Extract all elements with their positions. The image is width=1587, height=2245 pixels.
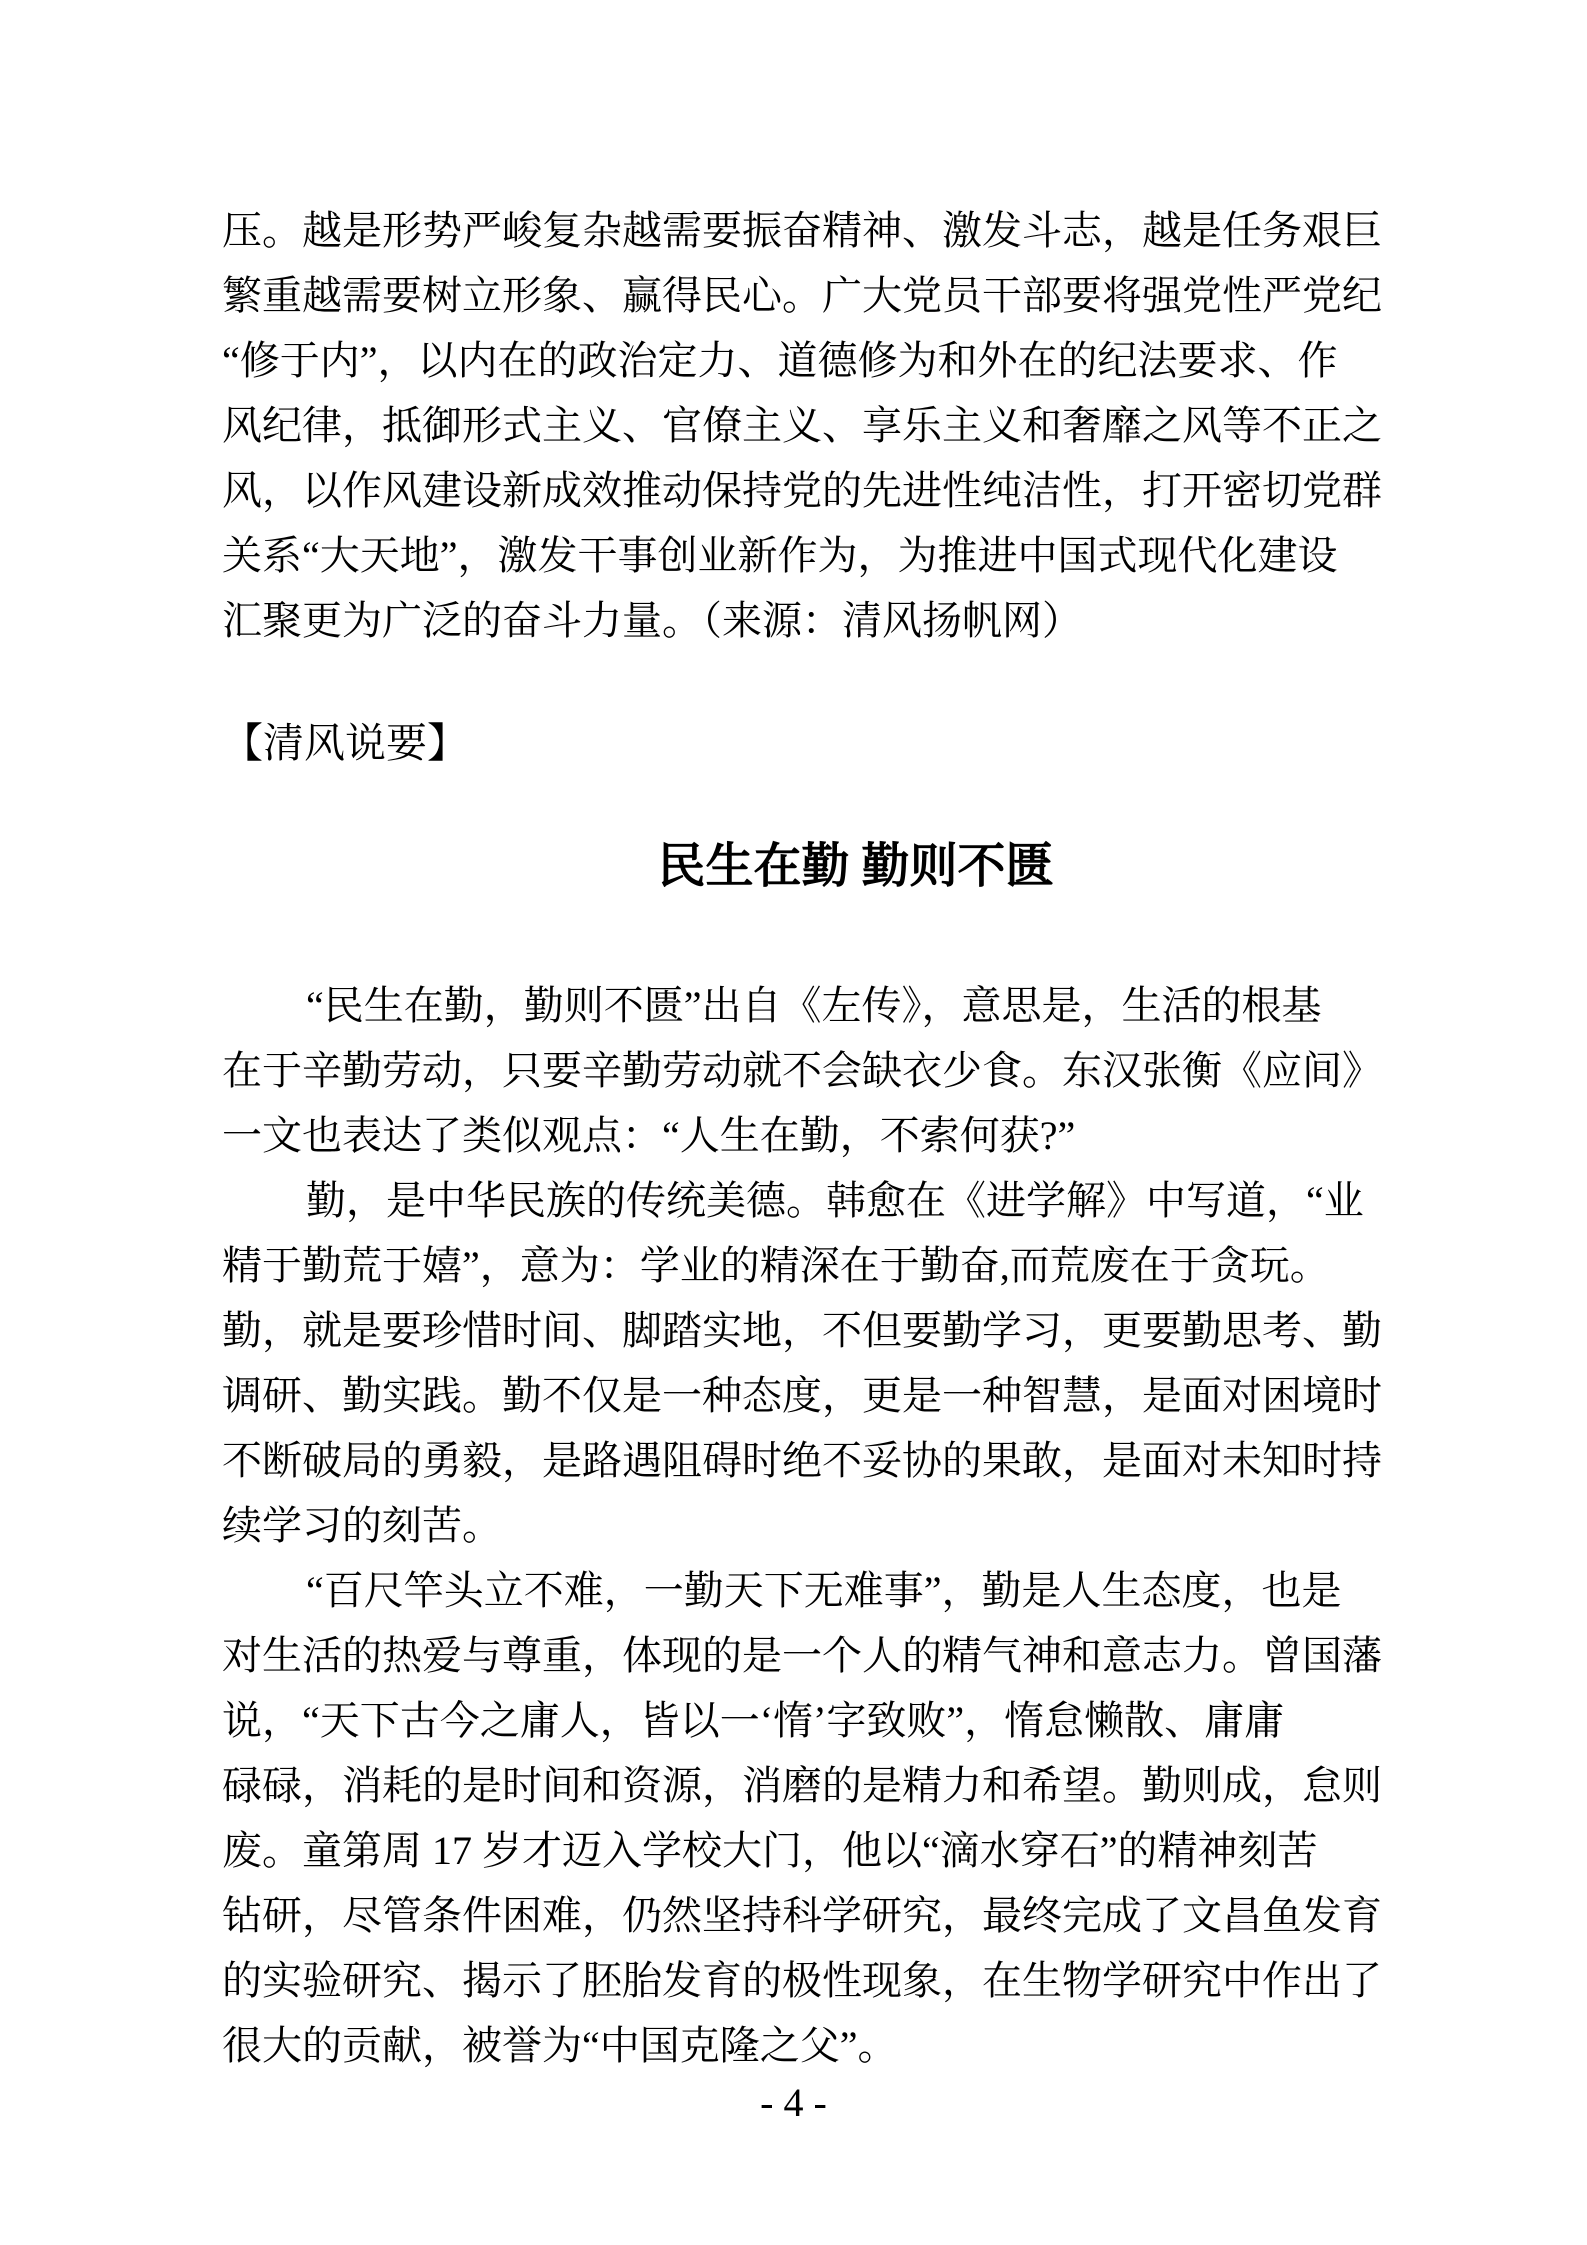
paragraph-line: 精于勤荒于嬉”，意为：学业的精深在于勤奋,而荒废在于贪玩。 <box>222 1243 1330 1288</box>
paragraph-line: “民生在勤，勤则不匮”出自《左传》，意思是，生活的根基 <box>306 983 1322 1028</box>
paragraph-line: 调研、勤实践。勤不仅是一种态度，更是一种智慧，是面对困境时 <box>222 1373 1382 1418</box>
paragraph-line: 汇聚更为广泛的奋斗力量。（来源：清风扬帆网） <box>222 598 1082 643</box>
paragraph-line: 关系“大天地”，激发干事创业新作为，为推进中国式现代化建设 <box>222 533 1338 578</box>
paragraph-line: “修于内”，以内在的政治定力、道德修为和外在的纪法要求、作 <box>222 338 1338 383</box>
paragraph-line: 一文也表达了类似观点：“人生在勤，不索何获?” <box>222 1113 1076 1158</box>
paragraph-line: 压。越是形势严峻复杂越需要振奋精神、激发斗志，越是任务艰巨 <box>222 208 1382 253</box>
paragraph-line: 风，以作风建设新成效推动保持党的先进性纯洁性，打开密切党群 <box>222 468 1382 513</box>
paragraph-line: 说，“天下古今之庸人，皆以一‘惰’字致败”，惰怠懒散、庸庸 <box>222 1698 1285 1743</box>
paragraph-line: 不断破局的勇毅，是路遇阻碍时绝不妥协的果敢，是面对未知时持 <box>222 1438 1382 1483</box>
paragraph-line: 废。童第周 17 岁才迈入学校大门，他以“滴水穿石”的精神刻苦 <box>222 1828 1318 1873</box>
paragraph-line: 繁重越需要树立形象、赢得民心。广大党员干部要将强党性严党纪 <box>222 273 1382 318</box>
article-title: 民生在勤 勤则不匮 <box>657 840 1054 893</box>
paragraph-line: 钻研，尽管条件困难，仍然坚持科学研究，最终完成了文昌鱼发育 <box>222 1893 1382 1938</box>
paragraph-line: 续学习的刻苦。 <box>222 1503 502 1548</box>
paragraph-line: 在于辛勤劳动，只要辛勤劳动就不会缺衣少食。东汉张衡《应间》 <box>222 1048 1382 1093</box>
document-body <box>222 198 1382 2078</box>
paragraph-line: 勤，就是要珍惜时间、脚踏实地，不但要勤学习，更要勤思考、勤 <box>222 1308 1382 1353</box>
paragraph-line: 风纪律，抵御形式主义、官僚主义、享乐主义和奢靡之风等不正之 <box>222 403 1382 448</box>
section-header: 【清风说要】 <box>222 720 468 766</box>
paragraph-line: “百尺竿头立不难，一勤天下无难事”，勤是人生态度，也是 <box>306 1568 1342 1613</box>
paragraph-line: 勤，是中华民族的传统美德。韩愈在《进学解》中写道，“业 <box>306 1178 1364 1223</box>
paragraph-line: 碌碌，消耗的是时间和资源，消磨的是精力和希望。勤则成，怠则 <box>222 1763 1382 1808</box>
page-number: - 4 - <box>760 2080 827 2125</box>
paragraph-line: 的实验研究、揭示了胚胎发育的极性现象，在生物学研究中作出了 <box>222 1958 1382 2003</box>
paragraph-line: 对生活的热爱与尊重，体现的是一个人的精气神和意志力。曾国藩 <box>222 1633 1382 1678</box>
paragraph-line: 很大的贡献，被誉为“中国克隆之父”。 <box>222 2023 898 2068</box>
